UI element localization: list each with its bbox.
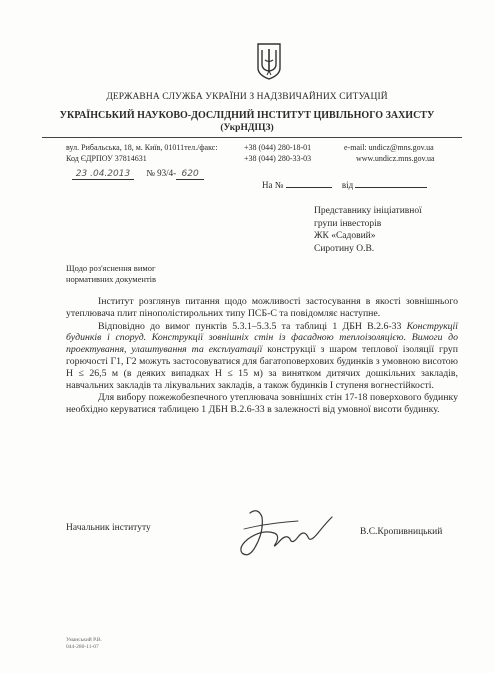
registration-line xyxy=(72,168,204,180)
ref-date-label: від xyxy=(341,180,354,190)
paragraph-2-intro: Відповідно до вимог пунктів 5.3.1–5.3.5 та таблиці 1 ДБН В.2.6-33 xyxy=(98,320,407,332)
ref-number-blank xyxy=(286,187,332,188)
signatory-name: В.С.Кропивницький xyxy=(360,527,443,537)
ref-date-blank xyxy=(355,187,427,188)
recipient-line-3: ЖК «Садовий» xyxy=(314,231,376,241)
recipient-line-4: Сиротину О.В. xyxy=(314,243,375,254)
body-paragraph-1: Інститут розглянув питання щодо можливості застосування в якості зовнішнього утеплювача плит пінополістирольних типу ПСБ-С та повідомляє наступне. xyxy=(66,296,458,319)
outgoing-number: 620 xyxy=(176,169,204,180)
executor-name: Уманський Р.В. xyxy=(66,637,102,643)
letter-body xyxy=(66,296,458,416)
address-text: вул. Рибальська, 18, м. Київ, 01011тел./факс: xyxy=(66,143,218,152)
signatory-title: Начальник інституту xyxy=(66,523,151,533)
outgoing-date: 23 .04.2013 xyxy=(72,169,134,180)
header-divider xyxy=(42,137,462,138)
subject-block xyxy=(66,263,156,285)
phone-2: +38 (044) 280-33-03 xyxy=(244,154,312,163)
institute-name: УКРАЇНСЬКИЙ НАУКОВО-ДОСЛІДНИЙ ІНСТИТУТ ЦИВІЛЬНОГО ЗАХИСТУ xyxy=(59,110,435,121)
outgoing-number-label: № 93/4- xyxy=(146,168,177,178)
subject-line-1: Щодо роз'яснення вимог xyxy=(66,263,156,273)
standard-title: Конструкції будинків і споруд. Конструкції зовнішніх стін із фасадною теплоізоляцією. Вимоги до проектування, улаштування та експлуатації xyxy=(66,320,458,356)
subject-line-2: нормативних документів xyxy=(66,274,157,284)
edrpou-code: Код ЄДРПОУ 37814631 xyxy=(66,154,147,163)
email-text: e-mail: undicz@mns.gov.ua xyxy=(344,143,434,152)
recipient-line-2: групи інвесторів xyxy=(314,218,382,229)
trident-emblem-icon xyxy=(256,42,282,80)
handwritten-signature xyxy=(228,503,338,563)
recipient-line-1: Представнику ініціативної xyxy=(314,206,422,216)
paragraph-2-rest: конструкції з шаром теплової ізоляції груп горючості Г1, Г2 можуть застосовуватися для багатоповерхових будинків з умовною висотою Н ≤ 26,5 м (в деяких випадках Н ≤ 15 м) за винятком дитячих дошкільних закладів, навчальних закладів та лікувальних закладів, а також будинків І ступеня вогнестійкості. xyxy=(66,344,458,391)
institute-abbreviation: (УкрНДІЦЗ) xyxy=(220,123,274,133)
ref-number-label: На № xyxy=(262,180,284,190)
agency-name: ДЕРЖАВНА СЛУЖБА УКРАЇНИ З НАДЗВИЧАЙНИХ СИТУАЦІЙ xyxy=(106,92,388,102)
recipient-block xyxy=(314,205,422,255)
website-text: www.undicz.mns.gov.ua xyxy=(356,154,435,163)
body-paragraph-3: Для вибору пожежобезпечного утеплювача зовнішніх стін 17-18 поверхового будинку необхідно керуватися таблицею 1 ДБН В.2.6-33 в залежності від умовної висоти будинку. xyxy=(66,392,458,416)
executor-phone: 044-280-11-07 xyxy=(66,644,99,650)
reference-line xyxy=(262,180,427,190)
phone-1: +38 (044) 280-18-01 xyxy=(244,143,312,152)
body-paragraph-2 xyxy=(66,321,458,392)
executor-note xyxy=(66,637,102,651)
